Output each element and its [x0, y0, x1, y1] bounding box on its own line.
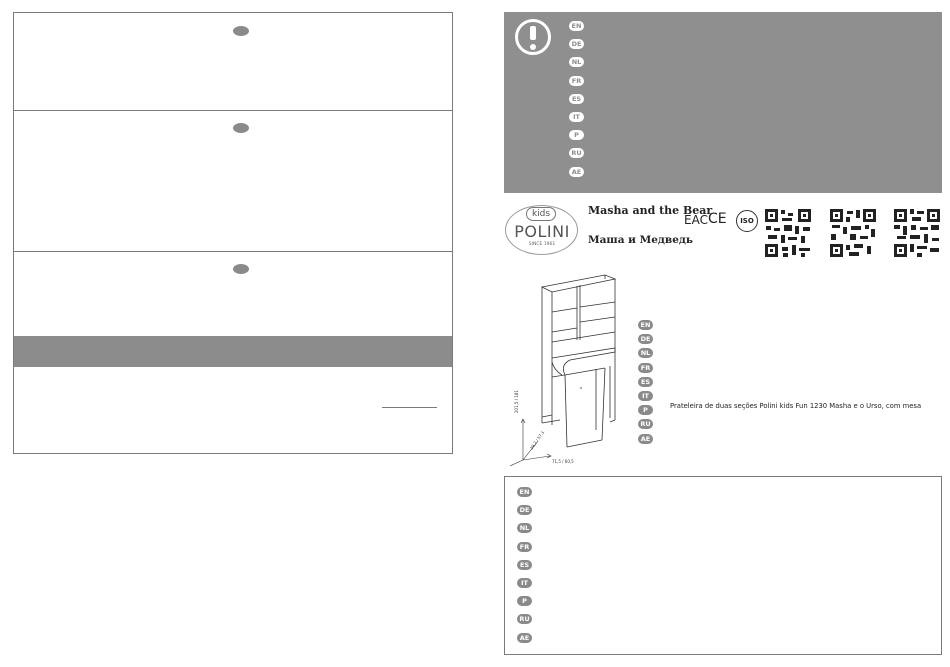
qr-code-icon[interactable] — [829, 208, 877, 258]
section-marker-dot — [233, 123, 249, 133]
iso-mark: ISO — [736, 210, 758, 232]
language-badge-ae: AE — [569, 167, 584, 177]
language-badge-es: ES — [569, 94, 584, 104]
language-badge-en: EN — [638, 320, 653, 330]
masha-bear-logo-ru: Маша и Медведь — [588, 234, 694, 246]
depth-dimension: 39,2 / 57,1 — [528, 429, 546, 451]
section-divider — [14, 110, 452, 111]
section-marker-dot — [233, 264, 249, 274]
language-badge-es: ES — [517, 560, 532, 570]
language-badge-it: IT — [569, 112, 584, 122]
left-panel-frame — [13, 12, 453, 454]
language-badge-ru: RU — [638, 419, 653, 429]
language-badge-ru: RU — [569, 148, 584, 158]
polini-kids-label: kids — [526, 207, 556, 221]
qr-code-icon[interactable] — [893, 208, 941, 258]
language-badge-fr: FR — [517, 542, 532, 552]
language-badge-nl: NL — [569, 57, 584, 67]
language-badge-nl: NL — [638, 348, 653, 358]
language-badge-it: IT — [517, 578, 532, 588]
language-badge-en: EN — [517, 487, 532, 497]
language-badge-en: EN — [569, 21, 584, 31]
polini-since: SINCE 1961 — [528, 242, 556, 247]
eac-mark: EAC — [684, 213, 708, 227]
language-badge-ae: AE — [517, 633, 532, 643]
language-badge-p: P — [638, 405, 653, 415]
warning-icon-bar — [530, 26, 536, 40]
language-badge-de: DE — [569, 39, 584, 49]
language-badge-ru: RU — [517, 614, 532, 624]
product-name-pt: Prateleira de duas seções Polini kids Fun 1230 Masha e o Urso, com mesa — [670, 402, 922, 410]
language-badge-ae: AE — [638, 434, 653, 444]
language-badge-de: DE — [638, 334, 653, 344]
language-badge-fr: FR — [638, 363, 653, 373]
section-marker-dot — [233, 26, 249, 36]
warning-icon-point — [530, 44, 536, 50]
polini-name: POLINI — [514, 222, 570, 241]
language-badge-p: P — [517, 596, 532, 606]
width-dimension: 71,5 / 60,5 — [552, 459, 574, 464]
language-badge-it: IT — [638, 391, 653, 401]
language-badge-es: ES — [638, 377, 653, 387]
language-badge-de: DE — [517, 505, 532, 515]
furniture-diagram — [510, 270, 630, 470]
section-divider — [14, 251, 452, 252]
language-badge-nl: NL — [517, 523, 532, 533]
signature-line — [382, 407, 437, 408]
masha-bear-logo-en: Masha and the Bear — [588, 204, 713, 217]
qr-code-icon[interactable] — [764, 208, 812, 258]
height-dimension: 201,5 / 181 — [514, 390, 519, 413]
section-header-band — [14, 336, 452, 367]
language-badge-fr: FR — [569, 76, 584, 86]
language-badge-p: P — [569, 130, 584, 140]
bottom-languages-box — [504, 476, 942, 655]
ce-mark: CE — [708, 211, 727, 227]
